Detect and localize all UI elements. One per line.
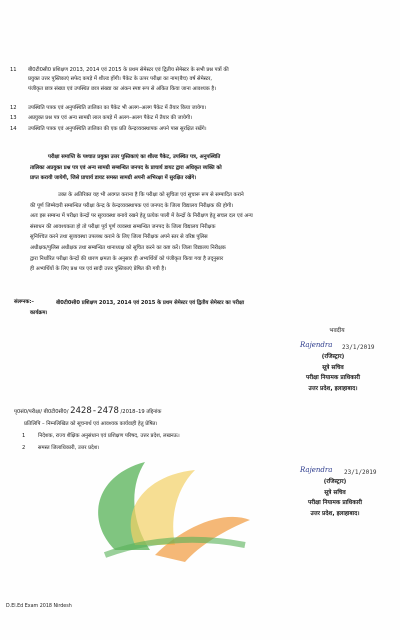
reference-line — [14, 407, 394, 417]
reference-suffix: /2018–19 तद्दिनांक — [120, 409, 162, 415]
item-11-number: 11 — [10, 67, 17, 73]
instructions-line-5: सुनिश्चित करने तथा सुव्यवस्था उपलब्ध कराने के लिए जिला निरीक्षक अपने स्तर से वरिष्ठ पुलिस — [30, 234, 208, 241]
signatory-2-line-1: (रजिस्ट्रार) — [323, 479, 347, 485]
recipient-1-number: 1 — [22, 433, 26, 439]
signatory-1-line-2: सूत्रे सचिव — [322, 364, 344, 371]
item-12-text — [28, 104, 390, 113]
collection-paragraph — [30, 152, 392, 184]
collection-line-3: प्राप्त करायी जायेगी, जिसे प्राचार्य डायट समस्त सामग्री अपनी अभिरक्षा में सुरक्षित रखेंगे। — [30, 175, 197, 181]
item-13-line-1: अप्रयुक्त प्रश्न पत्र एवं अन्य सामग्री लाल कपड़े में अलग–अलग पैकेट में तैयार की जायेगी। — [28, 115, 193, 121]
signatory-1-line-4: उत्तर प्रदेश, इलाहाबाद। — [308, 385, 358, 392]
instructions-line-1: उक्त के अतिरिक्त यह भी अवगत कराना है कि परीक्षा को सुचिता एवं सुचारू रूप से सम्पादित कराने — [58, 192, 244, 198]
signatory-1-block — [278, 352, 388, 394]
signatory-2-block — [280, 477, 390, 519]
signature-1-date: 23/1/2019 — [342, 344, 375, 351]
item-11-line-1: बी0टी0सी0 प्रशिक्षण 2013, 2014 एवं 2015 के प्रथम सेमेस्टर एवं द्वितीय सेमेस्टर के सभी प्रश्न पत्रों की — [28, 67, 229, 73]
item-11-line-3: पंजीकृत छात्र संख्या एवं उपस्थित छात्र संख्या का अंकन स्पष्ट रूप से अंकित किया जाना आवश्यक है। — [28, 85, 217, 92]
recipient-2-number: 2 — [22, 445, 26, 451]
attachment-line-2: कार्यक्रम। — [30, 310, 48, 316]
attachment-label: संलग्नक:– — [14, 299, 35, 305]
signatory-2-line-4: उत्तर प्रदेश, इलाहाबाद। — [310, 510, 360, 517]
item-11-text — [28, 66, 390, 94]
signatory-2-line-2: सूत्रे सचिव — [324, 489, 346, 496]
instructions-line-3: अतः इस सम्बन्ध में परीक्षा केन्द्रों पर सुव्यवस्था बनाये रखने हेतु प्रत्येक पाली में केन्द्रों के निरीक्षण हेतु सचल दल एवं अन्य — [30, 213, 253, 220]
signatory-2-line-3: परीक्षा नियामक प्राधिकारी — [307, 500, 363, 506]
attachment-line-1: बी0टी0सी0 प्रशिक्षण 2013, 2014 एवं 2015 के प्रथम सेमेस्टर एवं द्वितीय सेमेस्टर का परीक्षा — [56, 300, 245, 306]
signature-1: Rajendra — [300, 341, 333, 349]
item-11-line-2: प्रयुक्त उत्तर पुस्तिकाएं सफेद कपड़े में शील्ड होंगी। पैकेट के ऊपर परीक्षा का नाम(बैच) वर्ष सेमेस्टर, — [28, 76, 213, 83]
instructions-line-4: संसाधन की आवश्यकता हो तो परीक्षा पूर्व पूर्ण व्यवस्था सम्बन्धित जनपद के जिला विद्यालय निरीक्षक — [30, 223, 216, 230]
instructions-paragraph — [30, 190, 392, 275]
collection-line-2: तालिका अप्रयुक्त प्रश्न पत्र एवं अन्य सामग्री सम्बन्धित जनपद के प्राचार्य डायट द्वारा अधिकृत व्यक्ति को — [30, 164, 222, 171]
signature-2-date: 23/1/2019 — [344, 469, 377, 476]
item-14-line-1: उपस्थिति पत्रक एवं अनुपस्थिति तालिका की एक प्रति केन्द्रव्यवस्थापक अपने पास सुरक्षित रखेंगे। — [28, 126, 207, 132]
signatory-1-line-3: परीक्षा नियामक प्राधिकारी — [305, 375, 361, 381]
instructions-line-2: की पूर्ण जिम्मेदारी सम्बन्धित परीक्षा केन्द्र के केन्द्रव्यवस्थापक एवं जनपद के जिला विद्यालय निरीक्षक की होगी। — [30, 202, 234, 209]
item-14-text — [28, 125, 390, 134]
instructions-line-6: अधीक्षक/पुलिस अधीक्षक तथा सम्बन्धित थानाध्यक्ष को सूचित करने का कष्ट करें। जिला विद्यालय निरीक्षक — [30, 244, 226, 251]
item-13-text — [28, 114, 390, 123]
recipient-1-text: निदेशक, राज्य शैक्षिक अनुसंधान एवं प्रशिक्षण परिषद, उत्तर प्रदेश, लखनऊ। — [38, 433, 180, 439]
reference-prefix: पृ0सं0/परीक्षा/ बी0टी0सी0/ — [14, 409, 69, 415]
item-12-line-1: उपस्थिति पत्रक एवं अनुपस्थिति तालिका का पैकेट भी अलग–अलग पैकेट में तैयार किया जायेगा। — [28, 105, 207, 111]
attachment-text — [56, 298, 392, 309]
collection-line-1: परीक्षा समाप्ति के पश्चात प्रयुक्त उत्तर पुस्तिकाएं का शील्ड पैकेट, उपस्थित पत्र, अनुपस्थिति — [48, 154, 221, 160]
item-13-number: 13 — [10, 115, 17, 121]
watermark-logo — [75, 450, 265, 570]
signatory-1-line-1: (रजिस्ट्रार) — [321, 354, 345, 360]
yours-faithfully: भवदीय — [329, 328, 345, 334]
item-14-number: 14 — [10, 126, 17, 132]
copy-intro: प्रतिलिपि – निम्नलिखित को सूचनार्थ एवं आवश्यक कार्यवाही हेतु प्रेषित। — [24, 421, 158, 427]
signature-2: Rajendra — [300, 466, 333, 474]
instructions-line-8: ही अभ्यर्थियों के लिए प्रश्न पत्र एवं सादी उत्तर पुस्तिकाएं प्रेषित की गयी है। — [30, 266, 167, 273]
instructions-line-7: द्वारा निर्धारित परीक्षा केन्द्रों की धारण क्षमता के अनुसार ही अभ्यर्थियों को पंजीकृत किया गया है तद्नुसार — [30, 255, 224, 262]
footer-filename: D.El.Ed Exam 2018 Nirdesh — [6, 604, 72, 609]
item-12-number: 12 — [10, 105, 17, 111]
reference-handwritten-number: 2428-2478 — [70, 406, 119, 416]
recipient-2-text: समस्त जिलाधिकारी, उत्तर प्रदेश। — [38, 445, 100, 451]
